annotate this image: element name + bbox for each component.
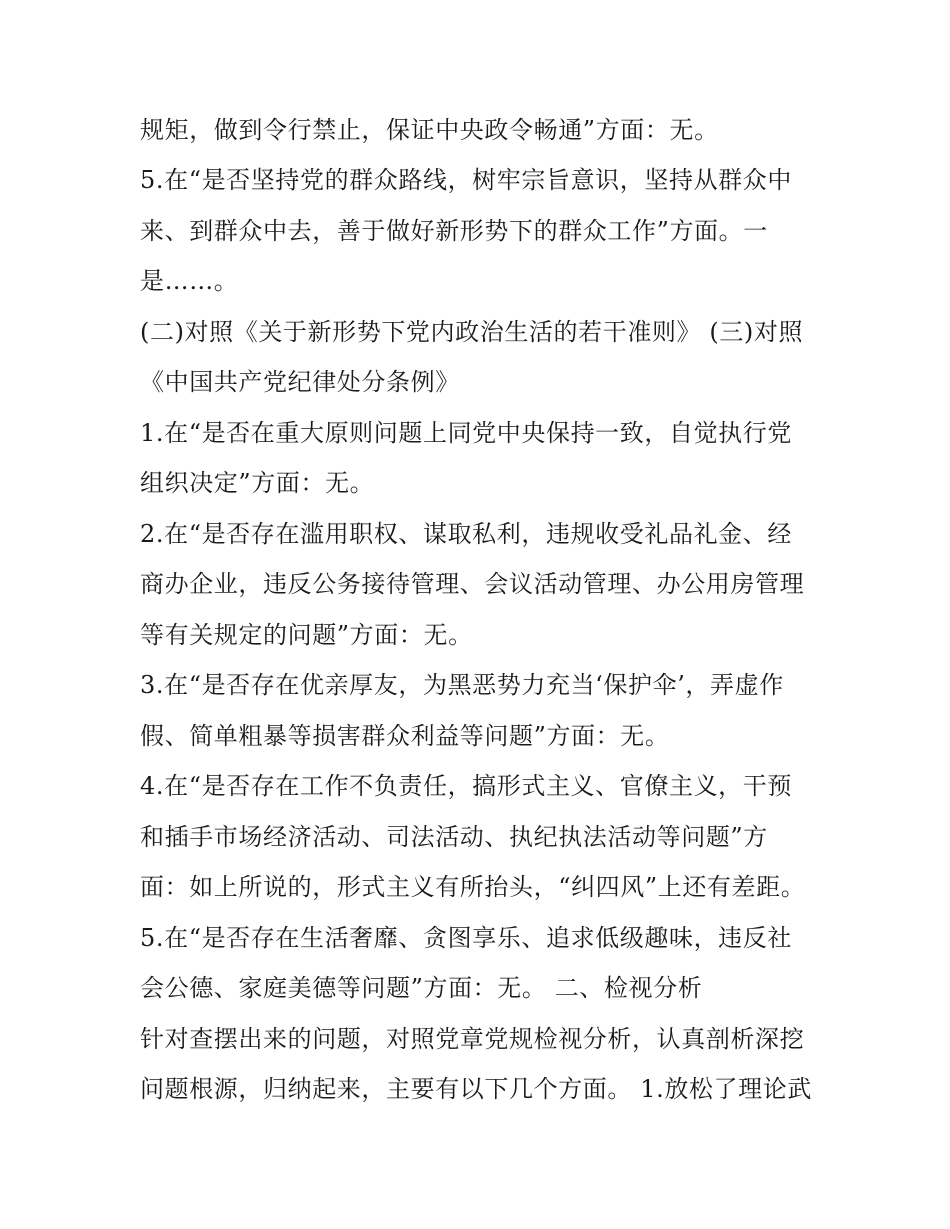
text-line: 1.在“是否在重大原则问题上同党中央保持一致，自觉执行党 <box>140 419 792 447</box>
text-line: 商办企业，违反公务接待管理、会议活动管理、办公用房管理 <box>140 570 805 598</box>
text-line: 《中国共产党纪律处分条例》 <box>140 368 460 396</box>
text-line: 2.在“是否存在滥用职权、谋取私利，违规收受礼品礼金、经 <box>140 520 792 548</box>
text-line: 和插手市场经济活动、司法活动、执纪执法活动等问题”方 <box>140 823 768 851</box>
text-line: 面：如上所说的，形式主义有所抬头，“纠四风”上还有差距。 <box>140 873 806 901</box>
text-line: 问题根源，归纳起来，主要有以下几个方面。 1.放松了理论武 <box>140 1075 812 1103</box>
text-line: 规矩，做到令行禁止，保证中央政令畅通”方面：无。 <box>140 116 719 144</box>
text-line: 组织决定”方面：无。 <box>140 469 375 497</box>
text-line: 假、简单粗暴等损害群众利益等问题”方面：无。 <box>140 722 670 750</box>
text-line: 是……。 <box>140 267 239 295</box>
text-line: 会公德、家庭美德等问题”方面：无。 二、检视分析 <box>140 974 703 1002</box>
text-line: 5.在“是否存在生活奢靡、贪图享乐、追求低级趣味，违反社 <box>140 924 792 952</box>
text-line: (二)对照《关于新形势下党内政治生活的若干准则》 (三)对照 <box>140 318 804 346</box>
text-line: 针对查摆出来的问题，对照党章党规检视分析，认真剖析深挖 <box>140 1025 805 1053</box>
text-line: 4.在“是否存在工作不负责任，搞形式主义、官僚主义，干预 <box>140 772 792 800</box>
text-line: 5.在“是否坚持党的群众路线，树牢宗旨意识，坚持从群众中 <box>140 166 792 194</box>
text-line: 等有关规定的问题”方面：无。 <box>140 621 473 649</box>
text-line: 3.在“是否存在优亲厚友，为黑恶势力充当‘保护伞’，弄虚作 <box>140 671 784 699</box>
text-line: 来、到群众中去，善于做好新形势下的群众工作”方面。一 <box>140 217 768 245</box>
